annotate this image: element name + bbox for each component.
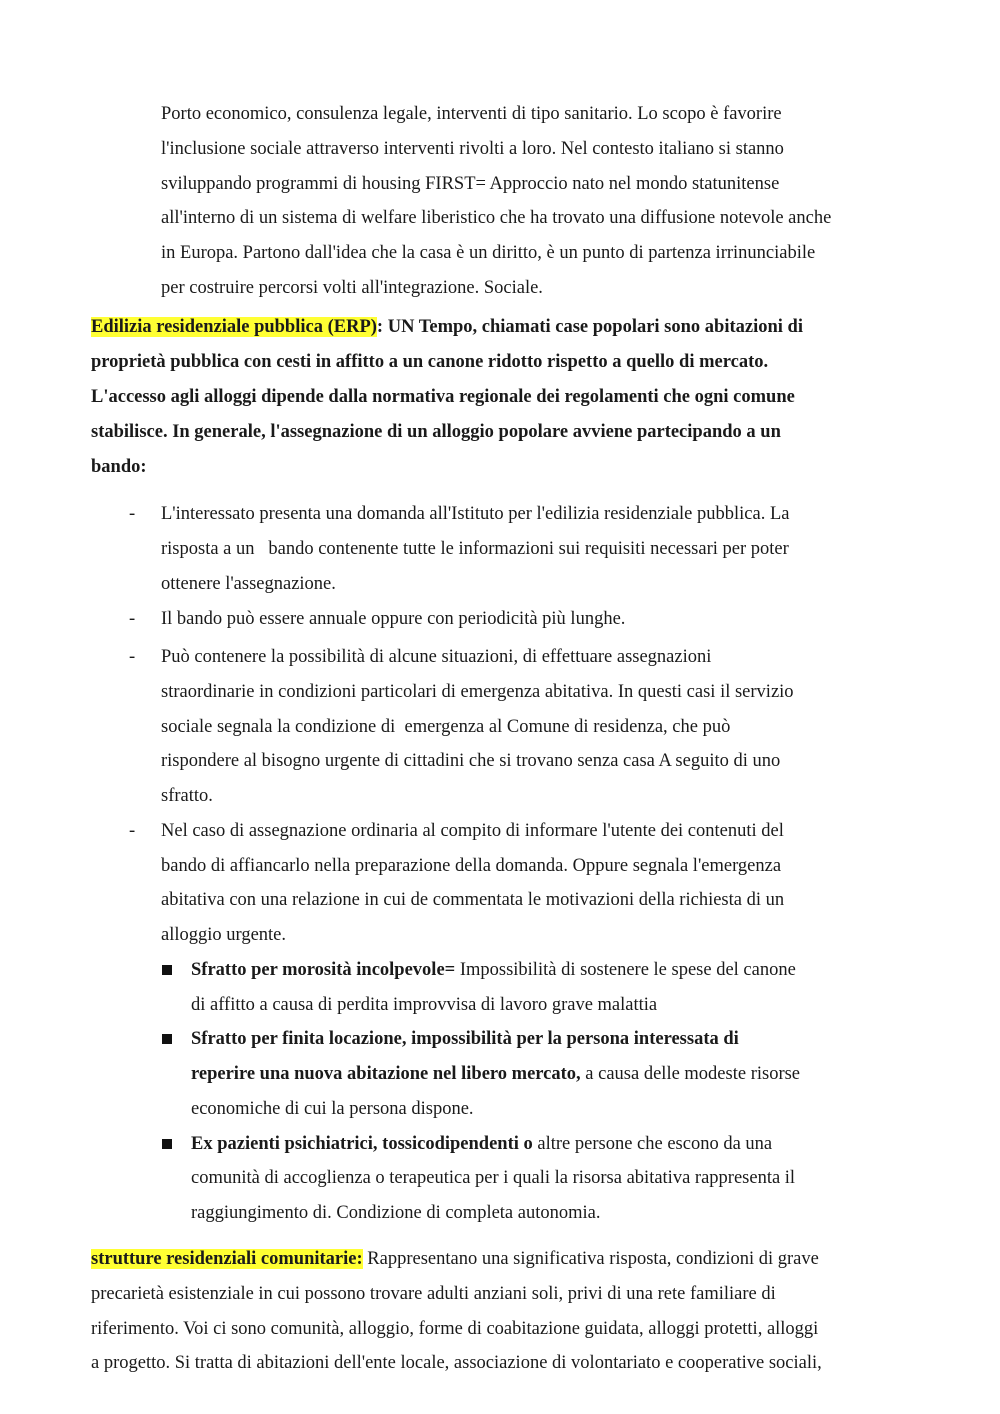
text-line: Il bando può essere annuale oppure con periodicità più lunghe.: [161, 609, 626, 629]
text-line: [191, 958, 796, 982]
erp-heading: Edilizia residenziale pubblica (ERP): [91, 317, 377, 337]
text-line: raggiungimento di. Condizione di completa autonomia.: [191, 1203, 601, 1223]
text-line: straordinarie in condizioni particolari di emergenza abitativa. In questi casi il servizio: [161, 682, 794, 702]
text-line: risposta a un bando contenente tutte le informazioni sui requisiti necessari per poter: [161, 539, 789, 559]
text-line: Sfratto per finita locazione, impossibilità per la persona interessata di: [191, 1029, 739, 1049]
text-line: alloggio urgente.: [161, 925, 287, 945]
text-line: rispondere al bisogno urgente di cittadini che si trovano senza casa A seguito di uno: [161, 751, 781, 771]
text-line: [191, 1062, 800, 1086]
text-line: l'inclusione sociale attraverso interventi rivolti a loro. Nel contesto italiano si stanno: [161, 139, 784, 159]
text-line: L'accesso agli alloggi dipende dalla normativa regionale dei regolamenti che ogni comune: [91, 387, 795, 407]
text-line: Può contenere la possibilità di alcune situazioni, di effettuare assegnazioni: [161, 647, 712, 667]
dash-bullet: -: [129, 647, 136, 667]
text-line: in Europa. Partono dall'idea che la casa è un diritto, è un punto di partenza irrinunciabile: [161, 243, 816, 263]
text-line: per costruire percorsi volti all'integrazione. Sociale.: [161, 278, 543, 298]
text-line: precarietà esistenziale in cui possono trovare adulti anziani soli, privi di una rete familiare di: [91, 1284, 776, 1304]
text-line: stabilisce. In generale, l'assegnazione di un alloggio popolare avviene partecipando a un: [91, 422, 781, 442]
text-line: ottenere l'assegnazione.: [161, 574, 336, 594]
text-line: di affitto a causa di perdita improvvisa di lavoro grave malattia: [191, 995, 658, 1015]
bold-lead: Ex pazienti psichiatrici, tossicodipendenti o: [191, 1134, 533, 1154]
square-bullet-icon: [162, 1139, 172, 1149]
text-line: Nel caso di assegnazione ordinaria al compito di informare l'utente dei contenuti del: [161, 821, 784, 841]
strutture-heading-rest: Rappresentano una significativa risposta, condizioni di grave: [362, 1249, 819, 1269]
text-line: Porto economico, consulenza legale, interventi di tipo sanitario. Lo scopo è favorire: [161, 104, 782, 124]
text-line: riferimento. Voi ci sono comunità, alloggio, forme di coabitazione guidata, alloggi protetti, alloggi: [91, 1319, 819, 1339]
text-line: proprietà pubblica con cesti in affitto a un canone ridotto rispetto a quello di mercato.: [91, 352, 769, 372]
square-bullet-icon: [162, 1034, 172, 1044]
text-line: [191, 1132, 772, 1156]
strutture-heading: strutture residenziali comunitarie:: [91, 1249, 363, 1269]
bold-lead: reperire una nuova abitazione nel libero mercato,: [191, 1064, 581, 1084]
erp-first-line: [91, 315, 803, 339]
text-rest: altre persone che escono da una: [532, 1134, 773, 1154]
text-line: all'interno di un sistema di welfare liberistico che ha trovato una diffusione notevole anche: [161, 208, 832, 228]
square-bullet-icon: [162, 965, 172, 975]
text-line: economiche di cui la persona dispone.: [191, 1099, 474, 1119]
erp-heading-rest: : UN Tempo, chiamati case popolari sono abitazioni di: [376, 317, 803, 337]
text-rest: a causa delle modeste risorse: [580, 1064, 801, 1084]
text-rest: Impossibilità di sostenere le spese del canone: [455, 960, 796, 980]
text-line: comunità di accoglienza o terapeutica per i quali la risorsa abitativa rappresenta il: [191, 1168, 796, 1188]
text-line: abitativa con una relazione in cui de commentata le motivazioni della richiesta di un: [161, 890, 785, 910]
text-line: bando:: [91, 457, 147, 477]
text-line: sfratto.: [161, 786, 213, 806]
text-line: sviluppando programmi di housing FIRST= Approccio nato nel mondo statunitense: [161, 174, 780, 194]
text-line: sociale segnala la condizione di emergenza al Comune di residenza, che può: [161, 717, 731, 737]
dash-bullet: -: [129, 821, 136, 841]
text-line: bando di affiancarlo nella preparazione della domanda. Oppure segnala l'emergenza: [161, 856, 782, 876]
text-line: L'interessato presenta una domanda all'Istituto per l'edilizia residenziale pubblica. La: [161, 504, 790, 524]
text-line: a progetto. Si tratta di abitazioni dell'ente locale, associazione di volontariato e cooperative sociali,: [91, 1353, 822, 1373]
dash-bullet: -: [129, 609, 136, 629]
strutture-first-line: [91, 1247, 819, 1271]
dash-bullet: -: [129, 504, 136, 524]
bold-lead: Sfratto per morosità incolpevole=: [191, 960, 456, 980]
